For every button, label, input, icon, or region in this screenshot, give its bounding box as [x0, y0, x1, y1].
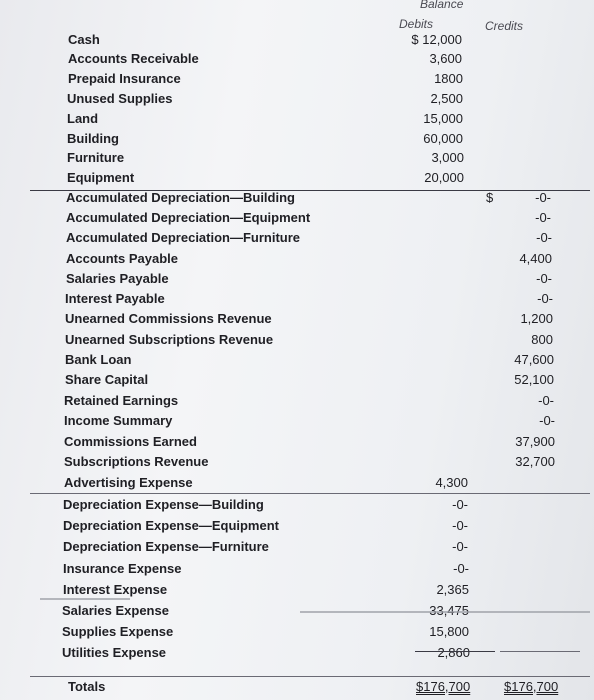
credit-amount: 800 — [531, 332, 553, 347]
debit-amount: -0- — [452, 497, 468, 512]
account-name: Commissions Earned — [64, 434, 197, 449]
credit-amount: -0- — [539, 413, 555, 428]
debit-amount: 60,000 — [423, 131, 463, 146]
credit-amount: -0- — [535, 190, 551, 205]
credit-amount: 37,900 — [515, 434, 555, 449]
account-row — [0, 473, 594, 493]
copy-mark — [300, 611, 590, 613]
account-row — [0, 289, 594, 309]
equipment-divider-rule — [30, 190, 590, 191]
account-name: Prepaid Insurance — [68, 71, 181, 86]
debit-amount: 2,860 — [437, 645, 470, 660]
account-name: Retained Earnings — [64, 393, 179, 408]
account-row — [0, 188, 594, 208]
account-name: Accumulated Depreciation—Building — [66, 190, 295, 205]
account-name: Accumulated Depreciation—Equipment — [66, 210, 311, 225]
credit-amount: 47,600 — [514, 352, 554, 367]
account-name: Depreciation Expense—Building — [63, 497, 264, 512]
debit-amount: $ 12,000 — [411, 32, 462, 47]
account-row — [0, 537, 594, 557]
debit-amount: 2,365 — [436, 582, 469, 597]
debit-amount: 4,300 — [435, 475, 468, 490]
account-name: Building — [67, 131, 119, 146]
account-name: Unearned Subscriptions Revenue — [65, 332, 274, 347]
account-name: Cash — [68, 32, 100, 47]
credits-heading: Credits — [485, 19, 524, 33]
account-row — [0, 330, 594, 350]
account-name: Accumulated Depreciation—Furniture — [66, 230, 301, 245]
account-row — [0, 30, 594, 50]
account-row — [0, 69, 594, 89]
account-name: Supplies Expense — [62, 624, 174, 639]
account-name: Salaries Expense — [62, 603, 169, 618]
debit-amount: 1800 — [434, 71, 463, 86]
account-row — [0, 350, 594, 370]
account-row — [0, 580, 594, 600]
expense-section-rule — [30, 493, 590, 494]
account-row — [0, 129, 594, 149]
total-credits: $176,700 — [504, 679, 559, 694]
total-debits: $176,700 — [416, 679, 471, 694]
account-name: Depreciation Expense—Equipment — [63, 518, 279, 533]
account-name: Unused Supplies — [67, 91, 173, 106]
account-name: Subscriptions Revenue — [64, 454, 209, 469]
debit-amount: 2,500 — [430, 91, 463, 106]
account-row — [0, 49, 594, 69]
credit-amount: -0- — [536, 271, 552, 286]
debit-amount: -0- — [453, 561, 469, 576]
debit-amount: -0- — [452, 539, 468, 554]
account-row — [0, 208, 594, 228]
credit-amount: -0- — [535, 210, 551, 225]
account-row — [0, 559, 594, 579]
account-name: Insurance Expense — [63, 561, 182, 576]
credit-amount: 52,100 — [514, 372, 554, 387]
copy-mark — [40, 598, 130, 600]
dollar-sign: $ — [486, 190, 494, 205]
account-row — [0, 269, 594, 289]
account-row — [0, 516, 594, 536]
debit-amount: 15,000 — [423, 111, 463, 126]
account-name: Interest Payable — [65, 291, 165, 306]
account-row — [0, 309, 594, 329]
debit-amount: 33,475 — [429, 603, 469, 618]
balance-heading: Balance — [420, 0, 464, 11]
debit-amount: 15,800 — [429, 624, 469, 639]
account-row — [0, 622, 594, 642]
account-row — [0, 249, 594, 269]
account-name: Utilities Expense — [62, 645, 167, 660]
debit-amount: 20,000 — [424, 170, 464, 185]
account-row — [0, 452, 594, 472]
credit-amount: 32,700 — [515, 454, 555, 469]
debit-amount: -0- — [452, 518, 468, 533]
account-name: Land — [67, 111, 99, 126]
account-row — [0, 228, 594, 248]
credit-amount: 4,400 — [519, 251, 552, 266]
debits-heading: Debits — [399, 17, 434, 31]
credit-amount: -0- — [537, 291, 553, 306]
account-row — [0, 109, 594, 129]
account-name: Share Capital — [65, 372, 149, 387]
debit-amount: 3,600 — [429, 51, 462, 66]
account-row — [0, 643, 594, 663]
account-name: Income Summary — [64, 413, 173, 428]
account-row — [0, 411, 594, 431]
account-name: Salaries Payable — [66, 271, 169, 286]
account-name: Accounts Payable — [66, 251, 178, 266]
credit-subtotal-rule — [500, 651, 580, 652]
account-row — [0, 168, 594, 188]
credit-amount: 1,200 — [520, 311, 553, 326]
account-name: Equipment — [67, 170, 135, 185]
account-name: Unearned Commissions Revenue — [65, 311, 272, 326]
account-row — [0, 370, 594, 390]
account-name: Interest Expense — [63, 582, 168, 597]
account-name: Bank Loan — [65, 352, 132, 367]
credit-amount: -0- — [536, 230, 552, 245]
account-name: Accounts Receivable — [68, 51, 199, 66]
debit-amount: 3,000 — [431, 150, 464, 165]
account-name: Depreciation Expense—Furniture — [63, 539, 269, 554]
totals-label: Totals — [68, 679, 106, 694]
account-row — [0, 432, 594, 452]
account-row — [0, 391, 594, 411]
debit-subtotal-rule — [415, 651, 495, 652]
account-row — [0, 495, 594, 515]
totals-row — [0, 677, 594, 697]
account-row — [0, 148, 594, 168]
account-name: Advertising Expense — [64, 475, 193, 490]
credit-amount: -0- — [538, 393, 554, 408]
account-row — [0, 89, 594, 109]
account-name: Furniture — [67, 150, 125, 165]
